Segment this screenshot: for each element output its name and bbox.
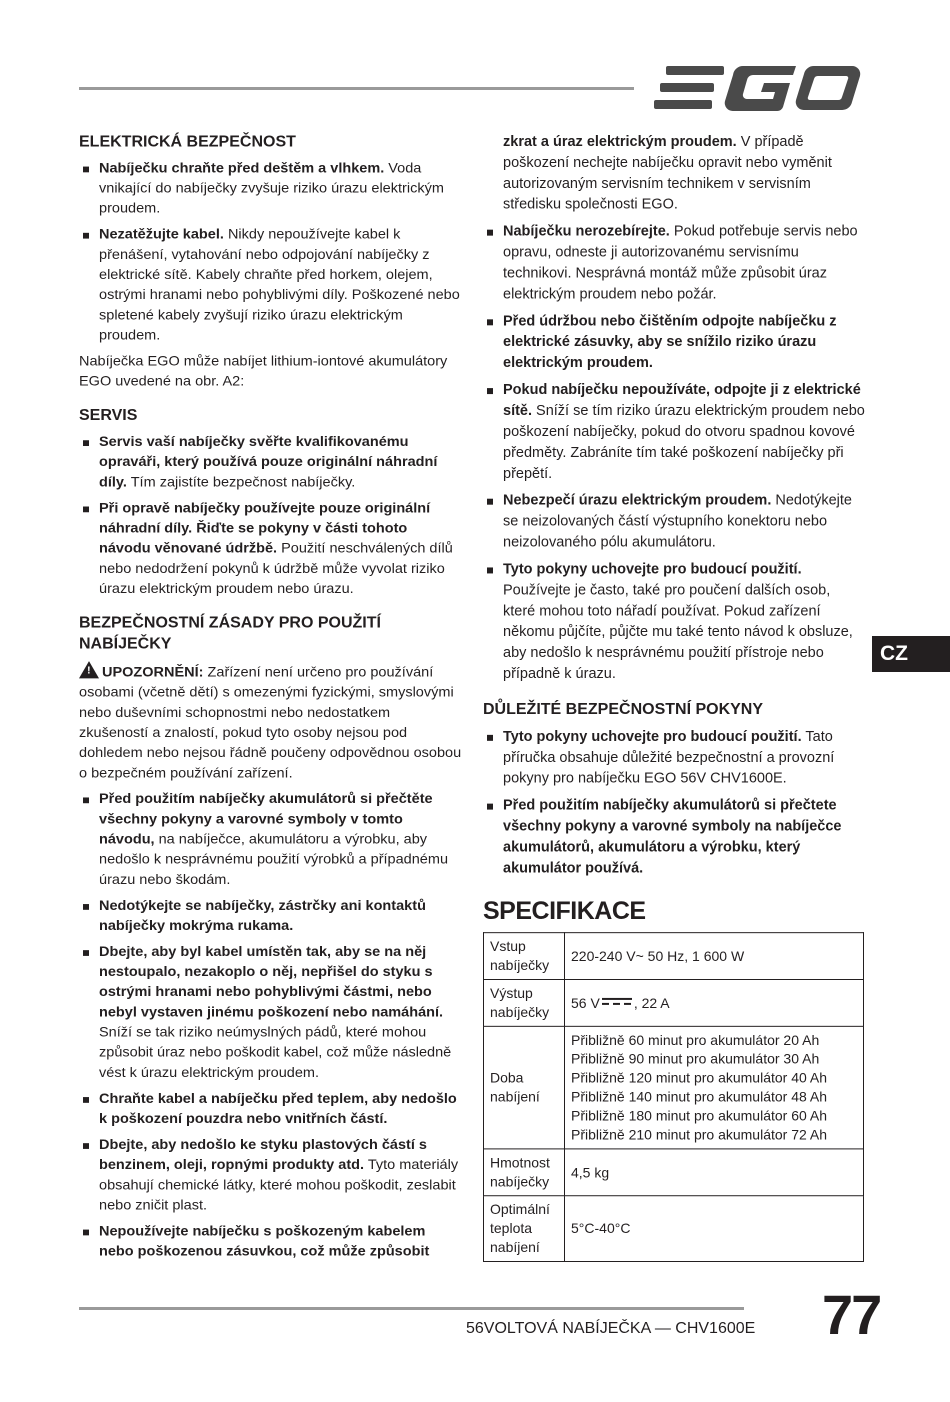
section-title-service: SERVIS	[79, 407, 138, 424]
list-item: Nabíječku chraňte před deštěm a vlhkem. Voda vnikající do nabíječky zvyšuje riziko úrazu elektrickým proudem.	[79, 159, 462, 219]
list-item: Pokud nabíječku nepoužíváte, odpojte ji z elektrické sítě. Sníží se tím riziko úrazu elektrickým proudem nebo poškození nabíječky, pokud do otvoru spadnou kovové předměty. Zabráníte tím také poškození nabíječky při přepětí.	[483, 380, 865, 485]
list-item: Tyto pokyny uchovejte pro budoucí použití. Tato příručka obsahuje důležité bezpečnostní a provozní pokyny pro nabíječku EGO 56V CHV1600E.	[483, 727, 865, 790]
table-row	[484, 980, 864, 1027]
list-item: Před použitím nabíječky akumulátorů si přečtěte všechny pokyny a varovné symboly v tomto návodu, na nabíječce, akumulátoru a výrobku, aby nedošlo k nesprávnému použití výrobků a případnému úrazu nebo škodám.	[79, 790, 462, 891]
language-tab: CZ	[872, 636, 950, 672]
charge-time-line: Přibližně 90 minut pro akumulátor 30 Ah	[571, 1050, 820, 1067]
spec-value: 56 V , 22 A	[565, 980, 864, 1027]
list-item: Nezatěžujte kabel. Nikdy nepoužívejte kabel k přenášení, vytahování nebo odpojování nabíječky z elektrické sítě. Kabely chraňte před horkem, olejem, ostrými hranami nebo pohyblivými díly. Poškozené nebo spletené kabely zvyšují riziko úrazu elektrickým proudem.	[79, 225, 462, 346]
list-item-continued: zkrat a úraz elektrickým proudem. V případě poškození nechejte nabíječku opravit nebo vyměnit autorizovaným servisním technikem v servisním středisku společnosti EGO.	[503, 133, 832, 213]
spec-key: Výstup nabíječky	[484, 980, 565, 1027]
warning-paragraph	[79, 661, 462, 784]
charge-time-line: Přibližně 210 minut pro akumulátor 72 Ah	[571, 1126, 828, 1143]
specification-title: SPECIFIKACE	[483, 897, 646, 926]
list-item: Chraňte kabel a nabíječku před teplem, aby nedošlo k poškození pouzdra nebo vnitřních částí.	[79, 1089, 462, 1129]
section-title-important-instructions: DŮLEŽITÉ BEZPEČNOSTNÍ POKYNY	[483, 700, 764, 718]
right-column	[483, 132, 865, 1262]
table-row	[484, 1149, 864, 1196]
spec-key: Hmotnost nabíječky	[484, 1149, 565, 1196]
table-row	[484, 933, 864, 980]
table-row	[484, 1026, 864, 1149]
section-title-electrical-safety: ELEKTRICKÁ BEZPEČNOST	[79, 133, 296, 151]
list-item: Před použitím nabíječky akumulátorů si přečtete všechny pokyny a varovné symboly na nabíječce akumulátorů, akumulátoru a výrobku, který akumulátor používá.	[483, 796, 865, 880]
footer-title: 56VOLTOVÁ NABÍJEČKA — CHV1600E	[466, 1320, 756, 1337]
list-item: Tyto pokyny uchovejte pro budoucí použití. Používejte je často, také pro poučení dalších osob, které mohou toto nářadí používat. Pokud zařízení někomu půjčíte, půjčte mu také tento návod k obsluze, aby nedošlo k nesprávnému použití přístroje nebo případně k úrazu.	[483, 559, 865, 685]
warning-label: UPOZORNĚNÍ:	[102, 664, 204, 681]
ego-logo	[652, 64, 864, 112]
spec-value: 5°C-40°C	[565, 1196, 864, 1262]
spec-key: Doba nabíjení	[484, 1026, 565, 1149]
charge-time-line: Přibližně 180 minut pro akumulátor 60 Ah	[571, 1107, 828, 1124]
spec-value: 4,5 kg	[565, 1149, 864, 1196]
spec-key: Optimální teplota nabíjení	[484, 1196, 565, 1262]
header-rule	[79, 87, 634, 90]
list-item: Dbejte, aby byl kabel umístěn tak, aby se na něj nestoupalo, nezakoplo o něj, nepřišel do styku s ostrými hranami nebo pohyblivými částmi, nebo nebyl vystaven jinému poškození nebo namáhání. Sníží se tak riziko neúmyslných pádů, které mohou způsobit úraz nebo poškodit kabel, což může následně vést k úrazu elektrickým proudem.	[79, 942, 462, 1083]
list-item: Servis vaší nabíječky svěřte kvalifikovanému opraváři, který používá pouze originální náhradní díly. Tím zajistíte bezpečnost nabíječky.	[79, 433, 462, 493]
charge-time-line: Přibližně 60 minut pro akumulátor 20 Ah	[571, 1031, 820, 1048]
list-item: Nedotýkejte se nabíječky, zástrčky ani kontaktů nabíječky mokrýma rukama.	[79, 896, 462, 936]
list-item: Při opravě nabíječky používejte pouze originální náhradní díly. Řiďte se pokyny v části tohoto návodu věnované údržbě. Použití neschválených dílů nebo nedodržení pokynů k údržbě může vyvolat riziko úrazu elektrickým proudem nebo úrazu.	[79, 499, 462, 600]
charge-time-line: Přibližně 140 minut pro akumulátor 48 Ah	[571, 1088, 828, 1105]
dc-symbol-icon	[602, 997, 632, 1006]
spec-key: Vstup nabíječky	[484, 933, 565, 980]
list-item: Před údržbou nebo čištěním odpojte nabíječku z elektrické zásuvky, aby se snížilo riziko úrazu elektrickým proudem.	[483, 311, 865, 374]
left-column	[79, 132, 462, 1268]
list-item: Nepoužívejte nabíječku s poškozeným kabelem nebo poškozenou zásuvkou, což může způsobit	[79, 1222, 462, 1262]
spec-value: 220-240 V~ 50 Hz, 1 600 W	[565, 933, 864, 980]
specification-table	[483, 932, 864, 1262]
spec-value	[565, 1026, 864, 1149]
table-row	[484, 1196, 864, 1262]
list-item: Nebezpečí úrazu elektrickým proudem. Nedotýkejte se neizolovaných částí výstupního konektoru nebo neizolovaného pólu akumulátoru.	[483, 491, 865, 554]
section-title-safety-rules: BEZPEČNOSTNÍ ZÁSADY PRO POUŽITÍ NABÍJEČKY	[79, 615, 381, 653]
footer-rule	[79, 1307, 744, 1310]
paragraph-batteries: Nabíječka EGO může nabíjet lithium-iontové akumulátory EGO uvedené na obr. A2:	[79, 353, 448, 390]
warning-triangle-icon	[79, 661, 99, 678]
charge-time-line: Přibližně 120 minut pro akumulátor 40 Ah	[571, 1069, 828, 1086]
list-item: Dbejte, aby nedošlo ke styku plastových částí s benzinem, oleji, ropnými produkty atd. Tyto materiály obsahují chemické látky, které mohou poškodit, zeslabit nebo zničit plast.	[79, 1135, 462, 1216]
warning-text: Zařízení není určeno pro používání osobami (včetně dětí) s omezenými fyzickými, smyslovými nebo duševními schopnostmi nebo nedostatkem zkušeností a znalostí, pokud tyto osoby nejsou pod dohledem nebo nejsou řádně poučeny odpovědnou osobou o bezpečném používání zařízení.	[79, 664, 462, 782]
list-item: Nabíječku nerozebírejte. Pokud potřebuje servis nebo opravu, odneste ji autorizovanému servisnímu technikovi. Nesprávná montáž může způsobit úraz elektrickým proudem nebo požár.	[483, 222, 865, 306]
page-number: 77	[822, 1283, 881, 1346]
